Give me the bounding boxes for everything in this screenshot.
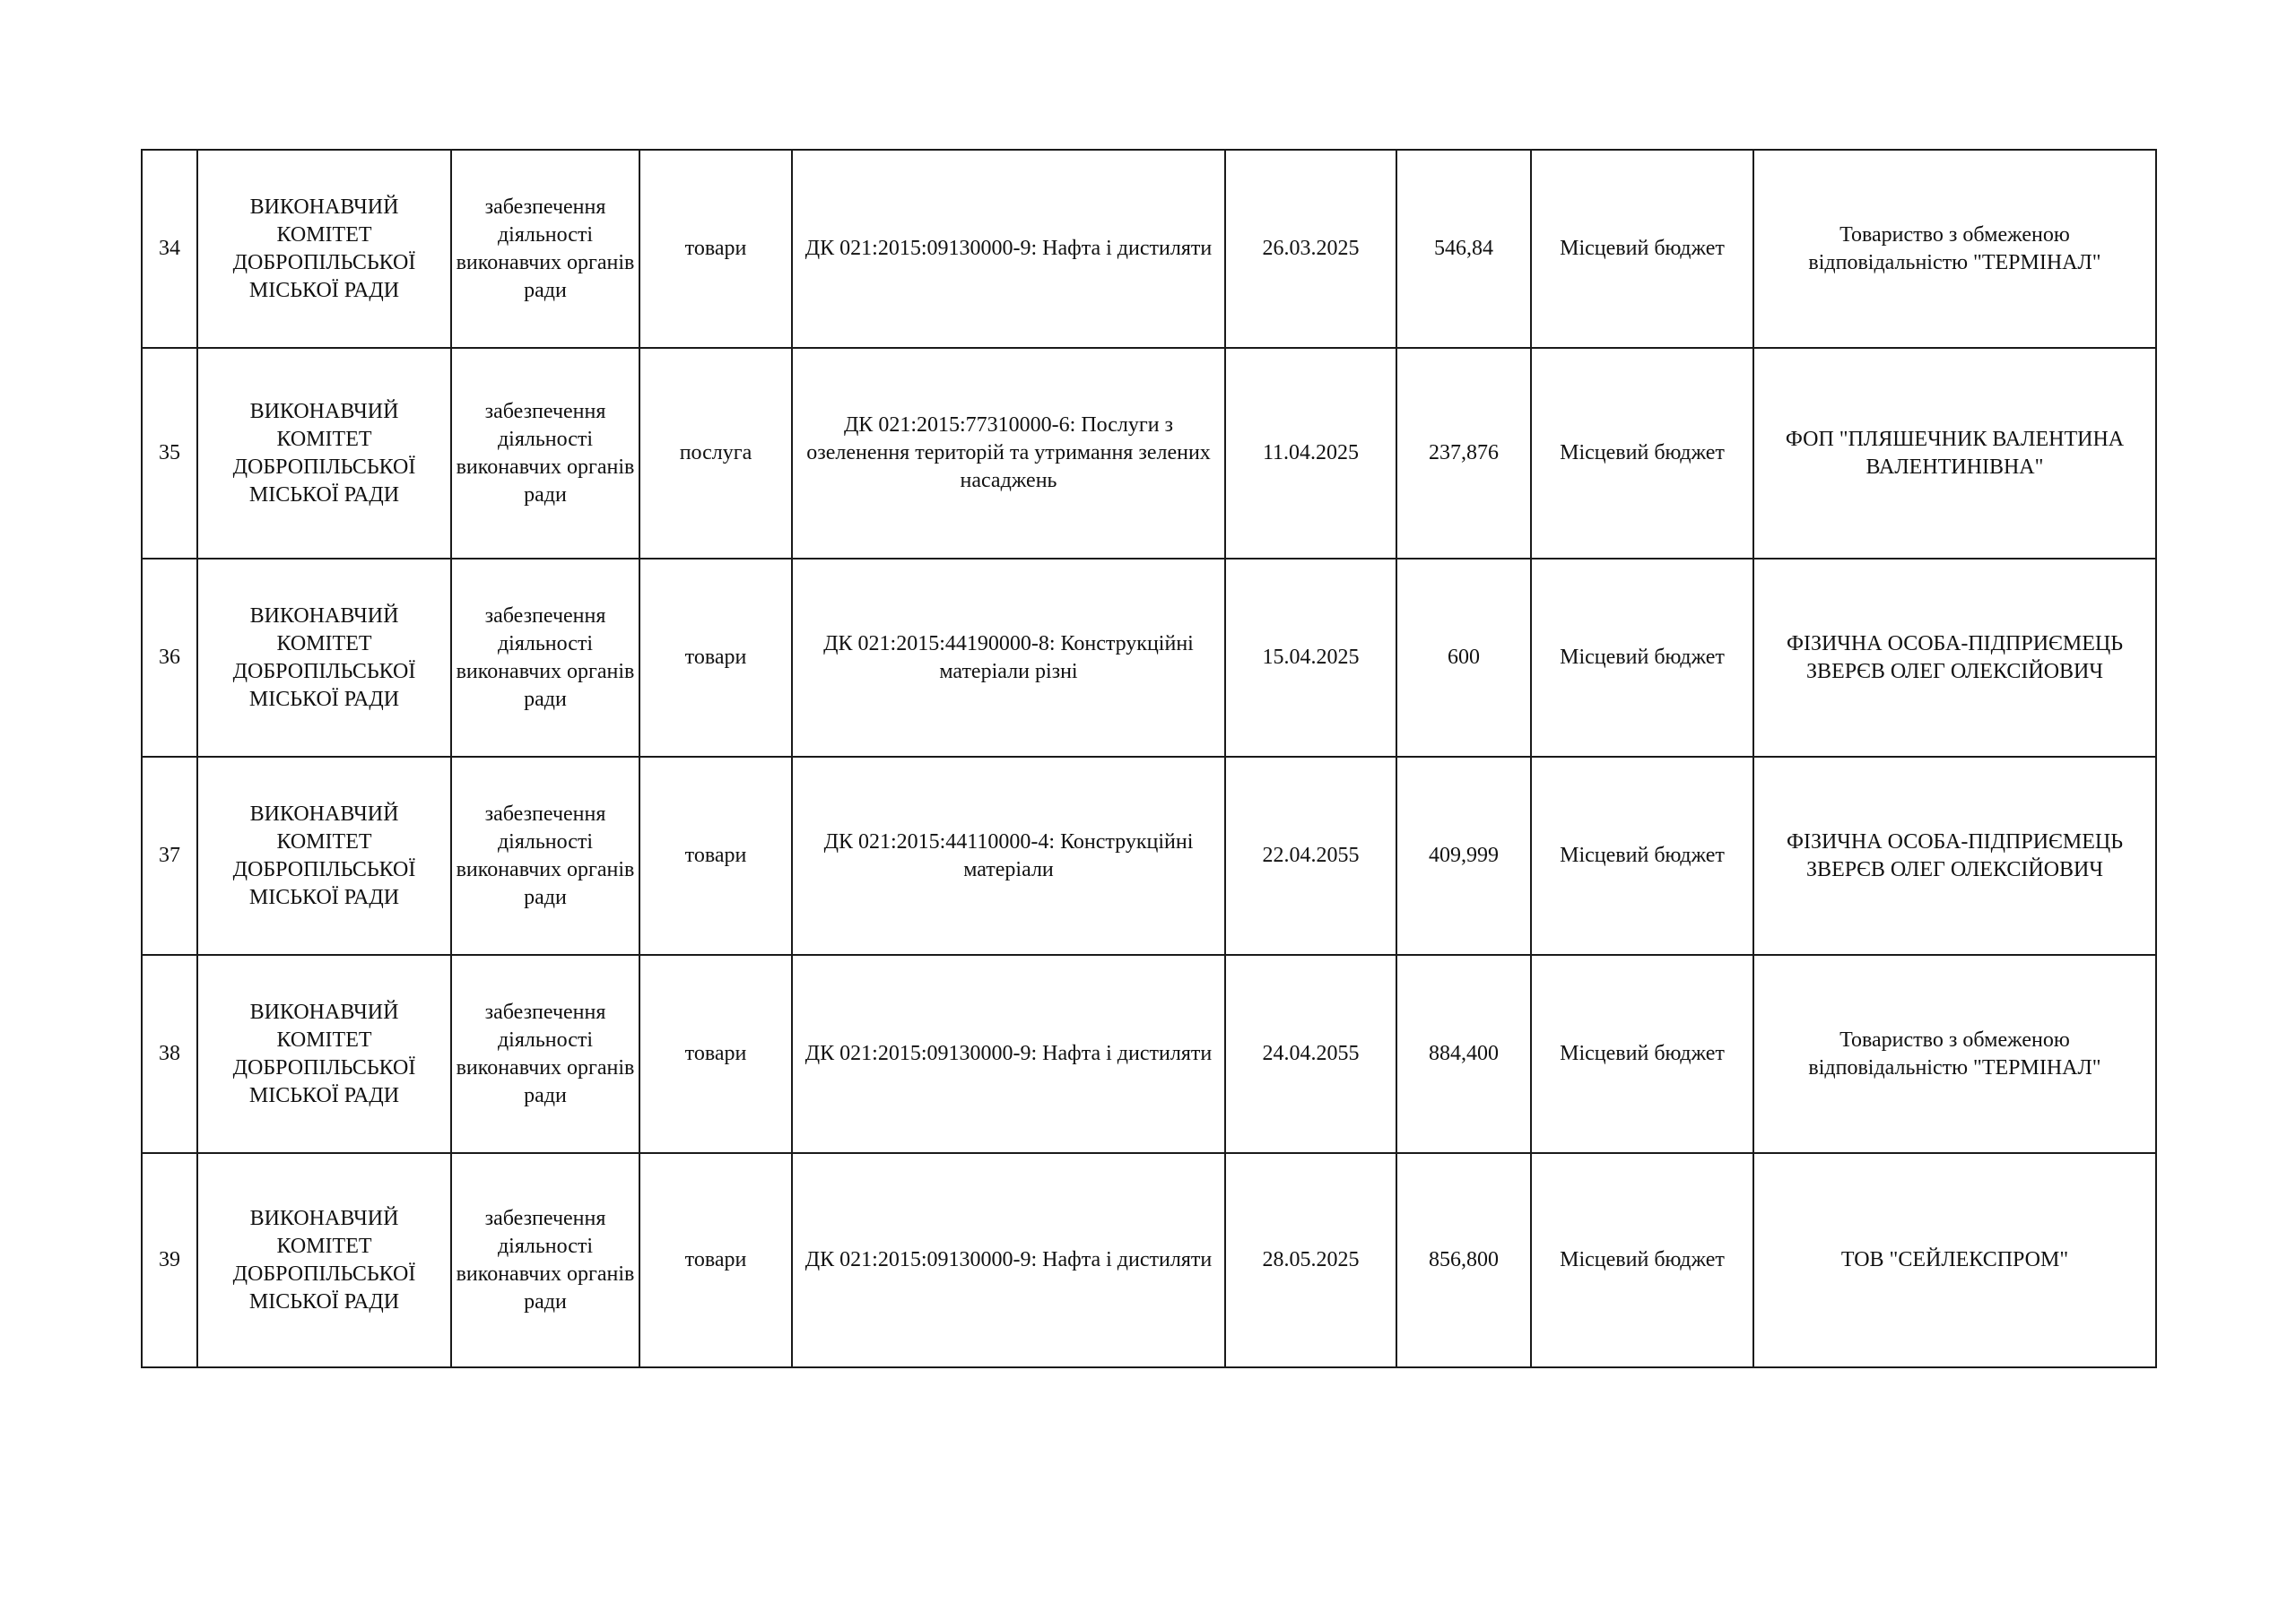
funding-source-cell: Місцевий бюджет [1531, 150, 1753, 348]
funding-source-cell: Місцевий бюджет [1531, 955, 1753, 1153]
row-number: 34 [142, 150, 197, 348]
table-row [142, 559, 2156, 757]
supplier-cell: ТОВ "СЕЙЛЕКСПРОМ" [1753, 1153, 2156, 1367]
table-row [142, 955, 2156, 1153]
cpv-code-cell: ДК 021:2015:44110000-4: Конструкційні матеріали [792, 757, 1225, 955]
type-cell: послуга [639, 348, 792, 559]
cpv-code-cell: ДК 021:2015:44190000-8: Конструкційні матеріали різні [792, 559, 1225, 757]
type-cell: товари [639, 955, 792, 1153]
row-number: 35 [142, 348, 197, 559]
amount-cell: 600 [1396, 559, 1531, 757]
date-cell: 26.03.2025 [1225, 150, 1396, 348]
table-row [142, 150, 2156, 348]
cpv-code-cell: ДК 021:2015:09130000-9: Нафта і дистиляти [792, 1153, 1225, 1367]
funding-source-cell: Місцевий бюджет [1531, 348, 1753, 559]
purpose-cell: забезпечення діяльності виконавчих органів ради [451, 348, 639, 559]
customer-cell: ВИКОНАВЧИЙ КОМІТЕТ ДОБРОПІЛЬСЬКОЇ МІСЬКОЇ РАДИ [197, 348, 451, 559]
amount-cell: 409,999 [1396, 757, 1531, 955]
purpose-cell: забезпечення діяльності виконавчих органів ради [451, 559, 639, 757]
date-cell: 22.04.2055 [1225, 757, 1396, 955]
cpv-code-cell: ДК 021:2015:09130000-9: Нафта і дистиляти [792, 150, 1225, 348]
customer-cell: ВИКОНАВЧИЙ КОМІТЕТ ДОБРОПІЛЬСЬКОЇ МІСЬКОЇ РАДИ [197, 1153, 451, 1367]
row-number: 39 [142, 1153, 197, 1367]
table-row [142, 757, 2156, 955]
supplier-cell: ФІЗИЧНА ОСОБА-ПІДПРИЄМЕЦЬ ЗВЕРЄВ ОЛЕГ ОЛЕКСІЙОВИЧ [1753, 757, 2156, 955]
funding-source-cell: Місцевий бюджет [1531, 1153, 1753, 1367]
supplier-cell: Товариство з обмеженою відповідальністю "ТЕРМІНАЛ" [1753, 955, 2156, 1153]
funding-source-cell: Місцевий бюджет [1531, 757, 1753, 955]
procurement-table [141, 149, 2157, 1368]
purpose-cell: забезпечення діяльності виконавчих органів ради [451, 150, 639, 348]
row-number: 37 [142, 757, 197, 955]
supplier-cell: Товариство з обмеженою відповідальністю "ТЕРМІНАЛ" [1753, 150, 2156, 348]
purpose-cell: забезпечення діяльності виконавчих органів ради [451, 757, 639, 955]
amount-cell: 546,84 [1396, 150, 1531, 348]
supplier-cell: ФІЗИЧНА ОСОБА-ПІДПРИЄМЕЦЬ ЗВЕРЄВ ОЛЕГ ОЛЕКСІЙОВИЧ [1753, 559, 2156, 757]
customer-cell: ВИКОНАВЧИЙ КОМІТЕТ ДОБРОПІЛЬСЬКОЇ МІСЬКОЇ РАДИ [197, 150, 451, 348]
date-cell: 11.04.2025 [1225, 348, 1396, 559]
date-cell: 28.05.2025 [1225, 1153, 1396, 1367]
row-number: 38 [142, 955, 197, 1153]
amount-cell: 884,400 [1396, 955, 1531, 1153]
funding-source-cell: Місцевий бюджет [1531, 559, 1753, 757]
cpv-code-cell: ДК 021:2015:77310000-6: Послуги з озеленення територій та утримання зелених насаджень [792, 348, 1225, 559]
type-cell: товари [639, 757, 792, 955]
supplier-cell: ФОП "ПЛЯШЕЧНИК ВАЛЕНТИНА ВАЛЕНТИНІВНА" [1753, 348, 2156, 559]
type-cell: товари [639, 150, 792, 348]
table-row [142, 1153, 2156, 1367]
customer-cell: ВИКОНАВЧИЙ КОМІТЕТ ДОБРОПІЛЬСЬКОЇ МІСЬКОЇ РАДИ [197, 559, 451, 757]
customer-cell: ВИКОНАВЧИЙ КОМІТЕТ ДОБРОПІЛЬСЬКОЇ МІСЬКОЇ РАДИ [197, 955, 451, 1153]
customer-cell: ВИКОНАВЧИЙ КОМІТЕТ ДОБРОПІЛЬСЬКОЇ МІСЬКОЇ РАДИ [197, 757, 451, 955]
date-cell: 24.04.2055 [1225, 955, 1396, 1153]
type-cell: товари [639, 559, 792, 757]
type-cell: товари [639, 1153, 792, 1367]
amount-cell: 856,800 [1396, 1153, 1531, 1367]
row-number: 36 [142, 559, 197, 757]
date-cell: 15.04.2025 [1225, 559, 1396, 757]
purpose-cell: забезпечення діяльності виконавчих органів ради [451, 1153, 639, 1367]
cpv-code-cell: ДК 021:2015:09130000-9: Нафта і дистиляти [792, 955, 1225, 1153]
purpose-cell: забезпечення діяльності виконавчих органів ради [451, 955, 639, 1153]
table-row [142, 348, 2156, 559]
amount-cell: 237,876 [1396, 348, 1531, 559]
